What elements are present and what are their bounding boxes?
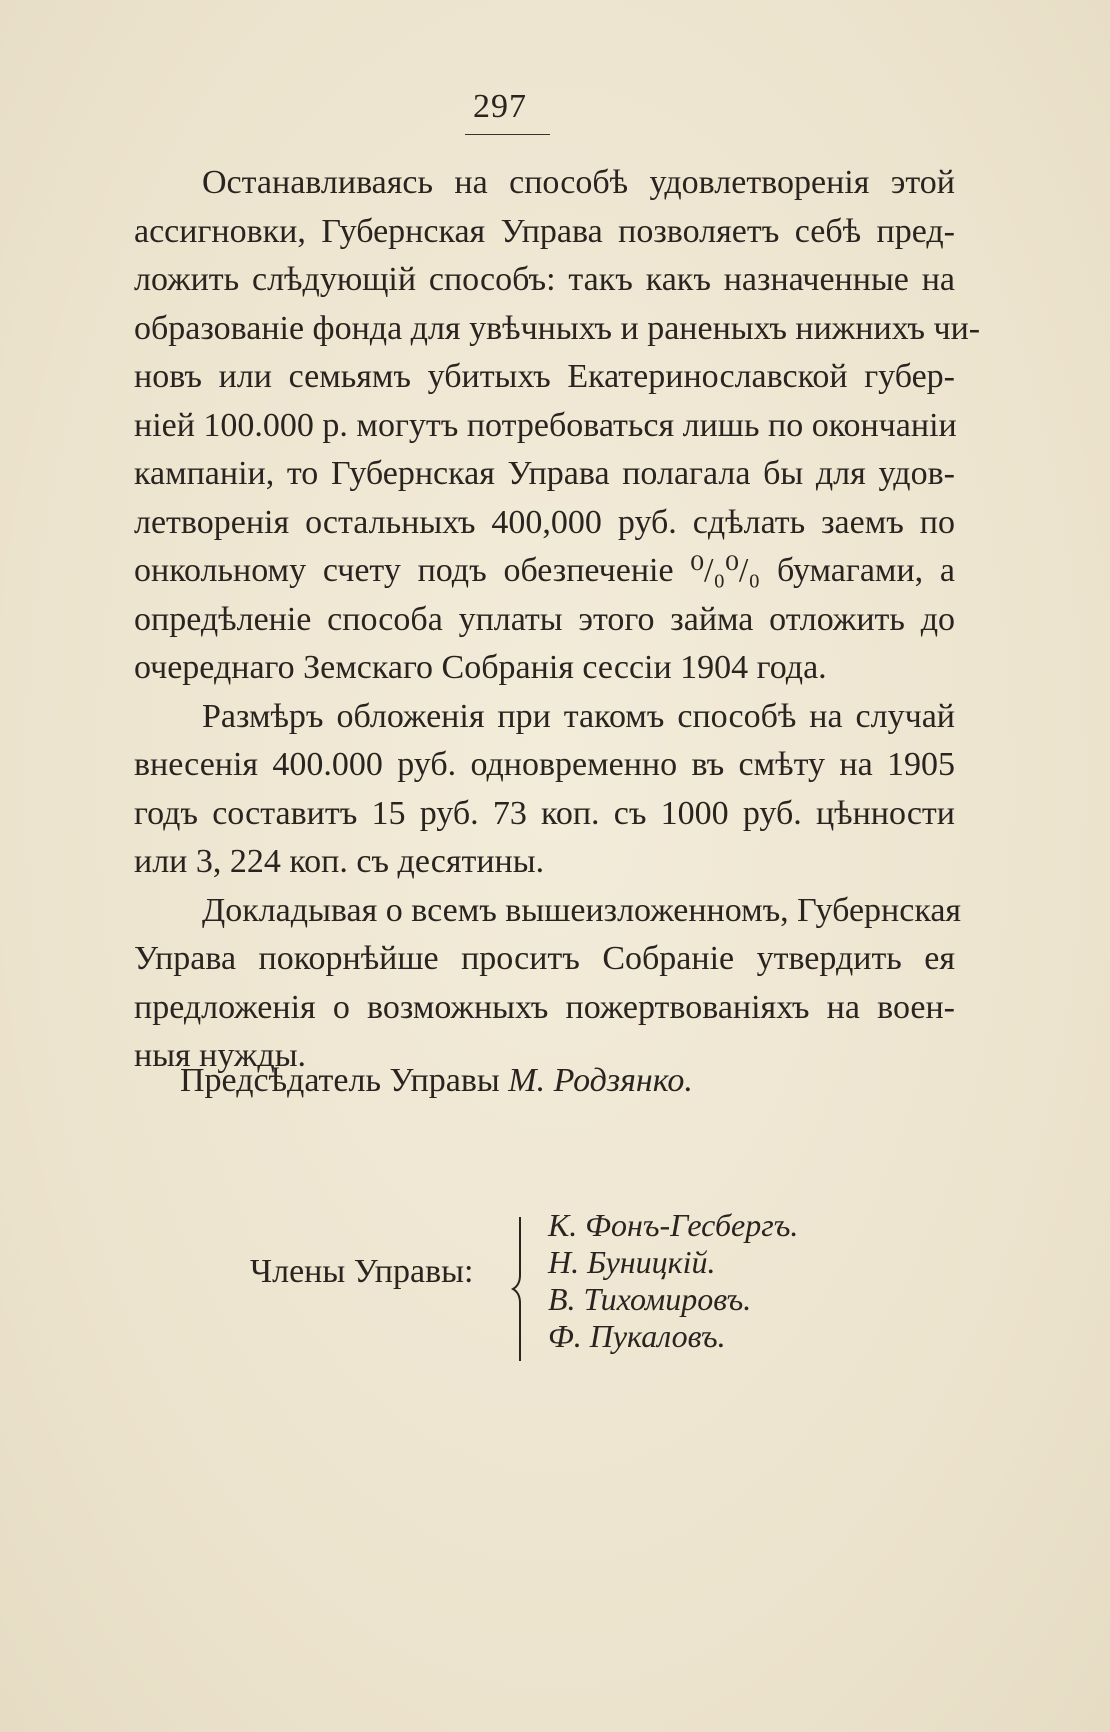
- text-line: внесенія 400.000 руб. одновременно въ смѣту на 1905: [134, 746, 955, 783]
- page-number-rule: [465, 134, 550, 135]
- members-label: Члены Управы:: [250, 1253, 474, 1290]
- members-list: [548, 1207, 798, 1355]
- member-name: К. Фонъ-Гесбергъ.: [548, 1207, 799, 1243]
- chairman-signature-line: [180, 1062, 980, 1100]
- text-line: Докладывая о всемъ вышеизложенномъ, Губернская: [202, 891, 962, 929]
- chairman-signature: М. Родзянко.: [508, 1062, 693, 1099]
- text-line: ніей 100.000 р. могутъ потребоваться лишь по окончаніи: [134, 406, 957, 444]
- text-line: онкольному счету подъ обезпеченіе ⁰/₀⁰/₀ бумагами, а: [134, 552, 955, 589]
- chairman-label: Предсѣдатель Управы: [180, 1062, 500, 1099]
- text-line: летворенія остальныхъ 400,000 руб. сдѣлать заемъ по: [134, 503, 955, 541]
- text-line: образованіе фонда для увѣчныхъ и раненыхъ нижнихъ чи-: [134, 309, 981, 347]
- paragraph-3: [66, 887, 962, 1081]
- text-line: ложить слѣдующій способъ: такъ какъ назначенные на: [134, 261, 955, 298]
- text-line: Управа покорнѣйше проситъ Собраніе утвердить ея: [134, 940, 955, 977]
- text-line: Останавливаясь на способѣ удовлетворенія этой: [202, 164, 955, 201]
- member-name: В. Тихомировъ.: [548, 1281, 752, 1317]
- text-line: кампаніи, то Губернская Управа полагала бы для удов-: [134, 455, 955, 492]
- text-line: очереднаго Земскаго Собранія сессіи 1904 года.: [134, 649, 827, 686]
- text-line: годъ составитъ 15 руб. 73 коп. съ 1000 руб. цѣнности: [134, 794, 955, 832]
- text-line: новъ или семьямъ убитыхъ Екатеринославской губер-: [134, 358, 955, 395]
- body-text: [66, 159, 981, 1081]
- paragraph-2: [66, 693, 955, 887]
- member-name: Н. Буницкій.: [548, 1244, 716, 1280]
- text-line: или 3, 224 коп. съ десятины.: [134, 843, 545, 880]
- text-line: ассигновки, Губернская Управа позволяетъ себѣ пред-: [134, 212, 955, 250]
- paragraph-1: [66, 159, 981, 693]
- members-brace: [510, 1217, 528, 1361]
- text-line: предложенія о возможныхъ пожертвованіяхъ на воен-: [134, 988, 955, 1026]
- text-line: Размѣръ обложенія при такомъ способѣ на случай: [202, 697, 955, 735]
- page-number: 297: [473, 88, 527, 125]
- member-name: Ф. Пукаловъ.: [548, 1318, 726, 1354]
- text-line: опредѣленіе способа уплаты этого займа отложить до: [134, 600, 955, 638]
- text-line: ныя нужды.: [134, 1037, 307, 1074]
